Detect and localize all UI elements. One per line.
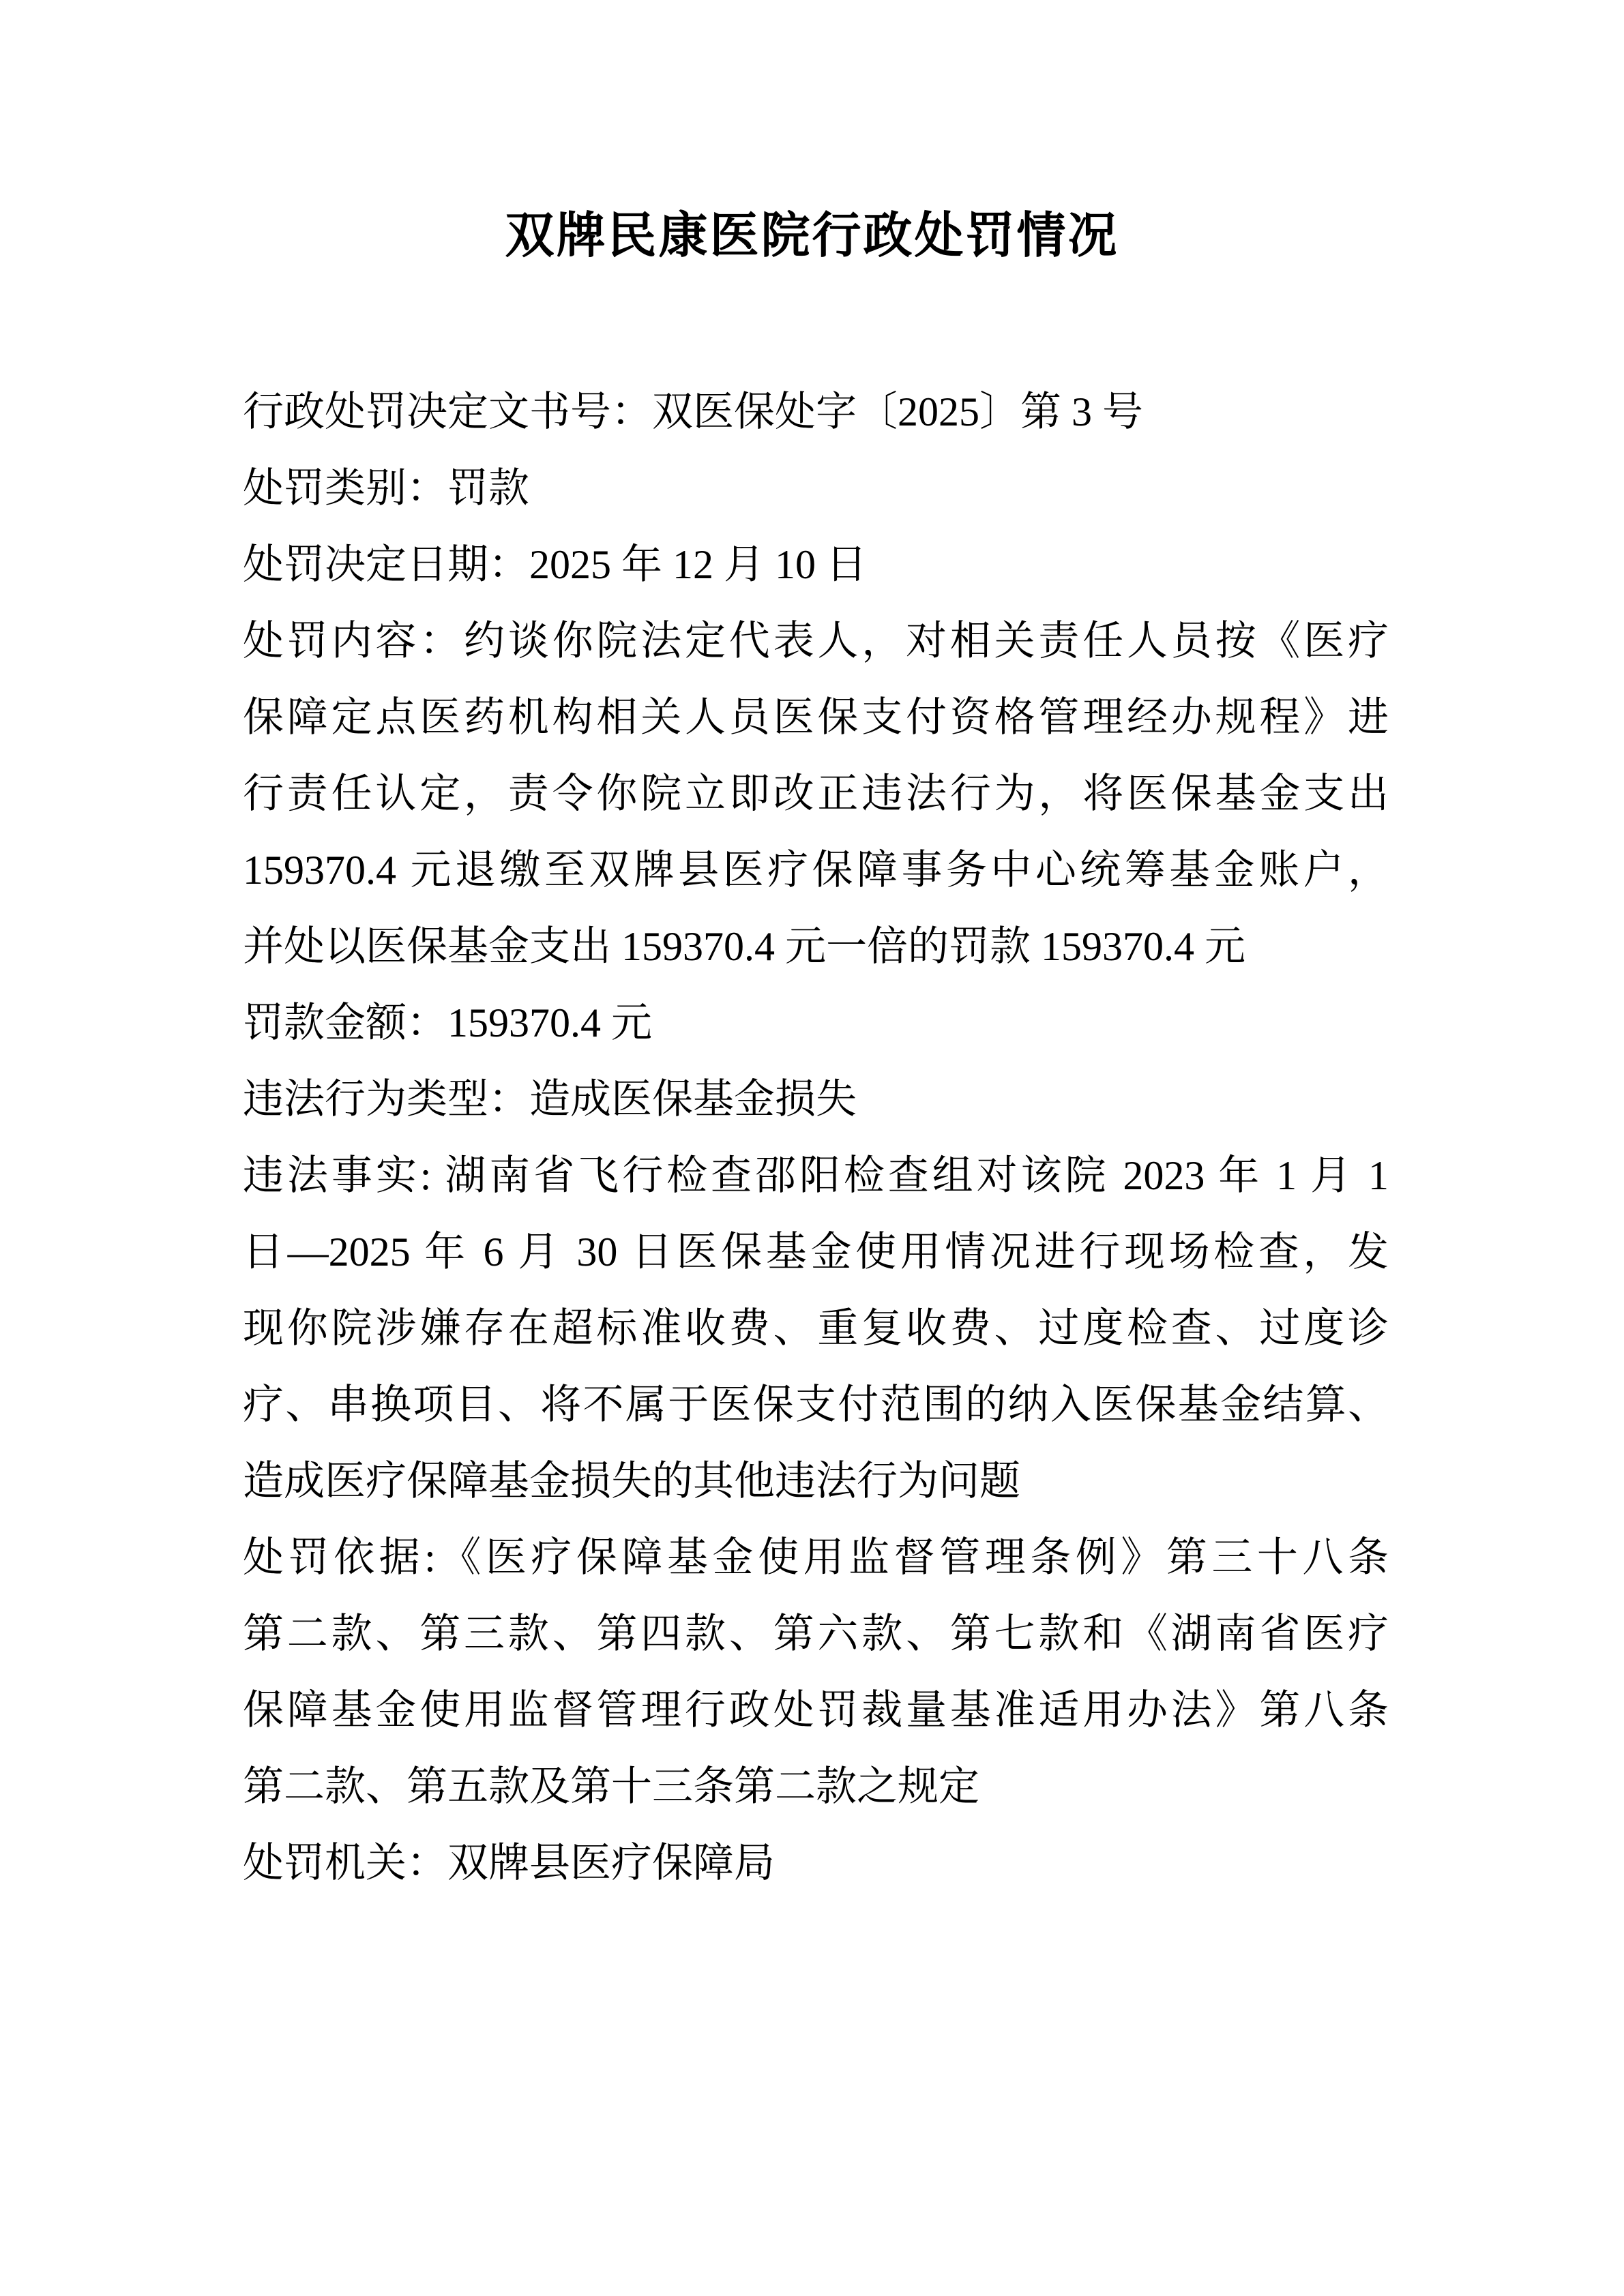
paragraph-decision-document-number — [243, 374, 1389, 450]
paragraph-penalty-decision-date — [243, 526, 1389, 603]
text-line: 159370.4 元退缴至双牌县医疗保障事务中心统筹基金账户， — [243, 848, 1389, 893]
text-line: 处罚类别：罚款 — [243, 466, 529, 511]
paragraph-penalty-basis — [243, 1519, 1389, 1825]
paragraph-violation-type — [243, 1061, 1389, 1137]
text-line: 处罚机关：双牌县医疗保障局 — [243, 1840, 775, 1885]
document-body — [0, 374, 1624, 1901]
text-line: 保障基金使用监督管理行政处罚裁量基准适用办法》第八条 — [243, 1688, 1389, 1733]
paragraph-fine-amount — [243, 985, 1389, 1061]
paragraph-violation-facts — [243, 1137, 1389, 1519]
text-line: 现你院涉嫌存在超标准收费、重复收费、过度检查、过度诊 — [243, 1306, 1389, 1351]
text-line: 造成医疗保障基金损失的其他违法行为问题 — [243, 1459, 1020, 1504]
text-line: 行责任认定，责令你院立即改正违法行为，将医保基金支出 — [243, 771, 1389, 816]
text-line: 处罚依据:《医疗保障基金使用监督管理条例》第三十八条 — [243, 1535, 1389, 1580]
text-line: 违法事实: 湖南省飞行检查邵阳检查组对该院 2023 年 1 月 1 — [243, 1153, 1389, 1198]
text-line: 罚款金额：159370.4 元 — [243, 1000, 652, 1045]
text-line: 处罚内容：约谈你院法定代表人，对相关责任人员按《医疗 — [243, 618, 1389, 664]
text-line: 行政处罚决定文书号：双医保处字〔2025〕第 3 号 — [243, 389, 1143, 434]
paragraph-penalty-authority — [243, 1825, 1389, 1901]
paragraph-penalty-content — [243, 603, 1389, 985]
text-line: 第二款、第五款及第十三条第二款之规定 — [243, 1764, 979, 1809]
text-line: 违法行为类型：造成医保基金损失 — [243, 1077, 857, 1122]
text-line: 疗、串换项目、将不属于医保支付范围的纳入医保基金结算、 — [243, 1382, 1389, 1427]
text-line: 第二款、第三款、第四款、第六款、第七款和《湖南省医疗 — [243, 1611, 1389, 1656]
text-line: 处罚决定日期：2025 年 12 月 10 日 — [243, 542, 867, 587]
text-line: 保障定点医药机构相关人员医保支付资格管理经办规程》进 — [243, 695, 1389, 740]
paragraph-penalty-category — [243, 450, 1389, 526]
page-title: 双牌民康医院行政处罚情况 — [505, 207, 1119, 264]
text-line: 并处以医保基金支出 159370.4 元一倍的罚款 159370.4 元 — [243, 924, 1245, 969]
text-line: 日—2025 年 6 月 30 日医保基金使用情况进行现场检查，发 — [243, 1229, 1389, 1274]
